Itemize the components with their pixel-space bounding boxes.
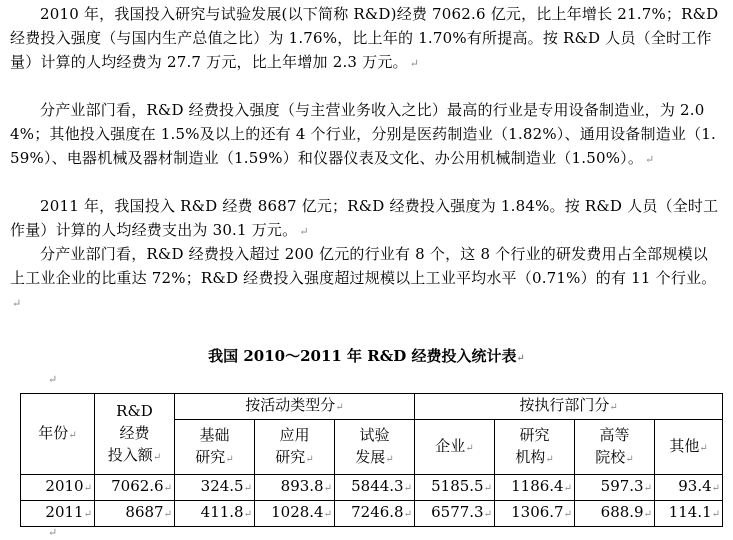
paragraph-mark: ↵ [645,153,655,166]
paragraph-2010-overview: 2010 年，我国投入研究与试验发展(以下简称 R&D)经费 7062.6 亿元，比上年增长 21.7%；R&D 经费投入强度（与国内生产总值之比）为 1.76%，比上年的 1.70%有所提高。按 R&D 人员（全时工作量）计算的人均经费为 27.7 万元，比上年增加 2.3 万元。 ↵ [10,5,719,71]
cell-value: 1306.7↵ [495,501,575,527]
paragraph-2011-overview: 2011 年，我国投入 R&D 经费 8687 亿元；R&D 经费投入强度为 1.84%。按 R&D 人员（全时工作量）计算的人均经费支出为 30.1 万元。 ↵ [10,197,719,239]
cell-value: 411.8↵ [175,501,255,527]
header-other: 其他↵ [655,420,723,475]
cell-year: 2010↵ [21,475,95,501]
cell-value: 5185.5↵ [415,475,495,501]
cell-value: 7246.8↵ [335,501,415,527]
paragraph-mark: ↵ [48,373,58,386]
table-title: 我国 2010～2011 年 R&D 经费投入统计表↵ [208,347,525,365]
header-basic-research: 基础 研究↵ [175,420,255,475]
paragraph-mark: ↵ [409,57,420,70]
paragraph-2011-industry: 分产业部门看，R&D 经费投入超过 200 亿元的行业有 8 个，这 8 个行业的研发费用占全部规模以上工业企业的比重达 72%；R&D 经费投入强度超过规模以上工业平均水平（0.71%）的有 11 个行业。↵ [10,245,717,310]
header-year: 年份↵ [21,394,95,475]
rd-statistics-table [20,393,723,527]
cell-value: 8687↵ [95,501,175,527]
cell-value: 688.9↵ [575,501,655,527]
header-experimental-development: 试验 发展↵ [335,420,415,475]
header-higher-education: 高等 院校↵ [575,420,655,475]
cell-value: 7062.6↵ [95,475,175,501]
cell-year: 2011↵ [21,501,95,527]
paragraph-mark: ↵ [299,225,309,238]
cell-value: 6577.3↵ [415,501,495,527]
header-by-sector: 按执行部门分↵ [415,394,723,420]
cell-value: 893.8↵ [255,475,335,501]
header-applied-research: 应用 研究↵ [255,420,335,475]
table-row [21,501,723,527]
cell-value: 93.4↵ [655,475,723,501]
cell-value: 1186.4↵ [495,475,575,501]
header-rd-investment: R&D 经费 投入额↵ [95,394,175,475]
header-by-activity: 按活动类型分↵ [175,394,415,420]
paragraph-2010-industry: 分产业部门看，R&D 经费投入强度（与主营业务收入之比）最高的行业是专用设备制造业，为 2.04%；其他投入强度在 1.5%及以上的还有 4 个行业，分别是医药制造业（1.82%）、通用设备制造业（1.59%）、电器机械及器材制造业（1.59%）和仪器仪表及文化、办公用机械制造业（1.50%）。 ↵ [10,101,717,167]
header-research-institutions: 研究 机构↵ [495,420,575,475]
paragraph-mark: ↵ [12,297,22,310]
cell-value: 324.5↵ [175,475,255,501]
table-row [21,475,723,501]
cell-value: 114.1↵ [655,501,723,527]
cell-value: 597.3↵ [575,475,655,501]
cell-value: 5844.3↵ [335,475,415,501]
cell-value: 1028.4↵ [255,501,335,527]
paragraph-mark: ↵ [48,526,58,539]
header-enterprise: 企业↵ [415,420,495,475]
table-header-row [21,394,723,420]
